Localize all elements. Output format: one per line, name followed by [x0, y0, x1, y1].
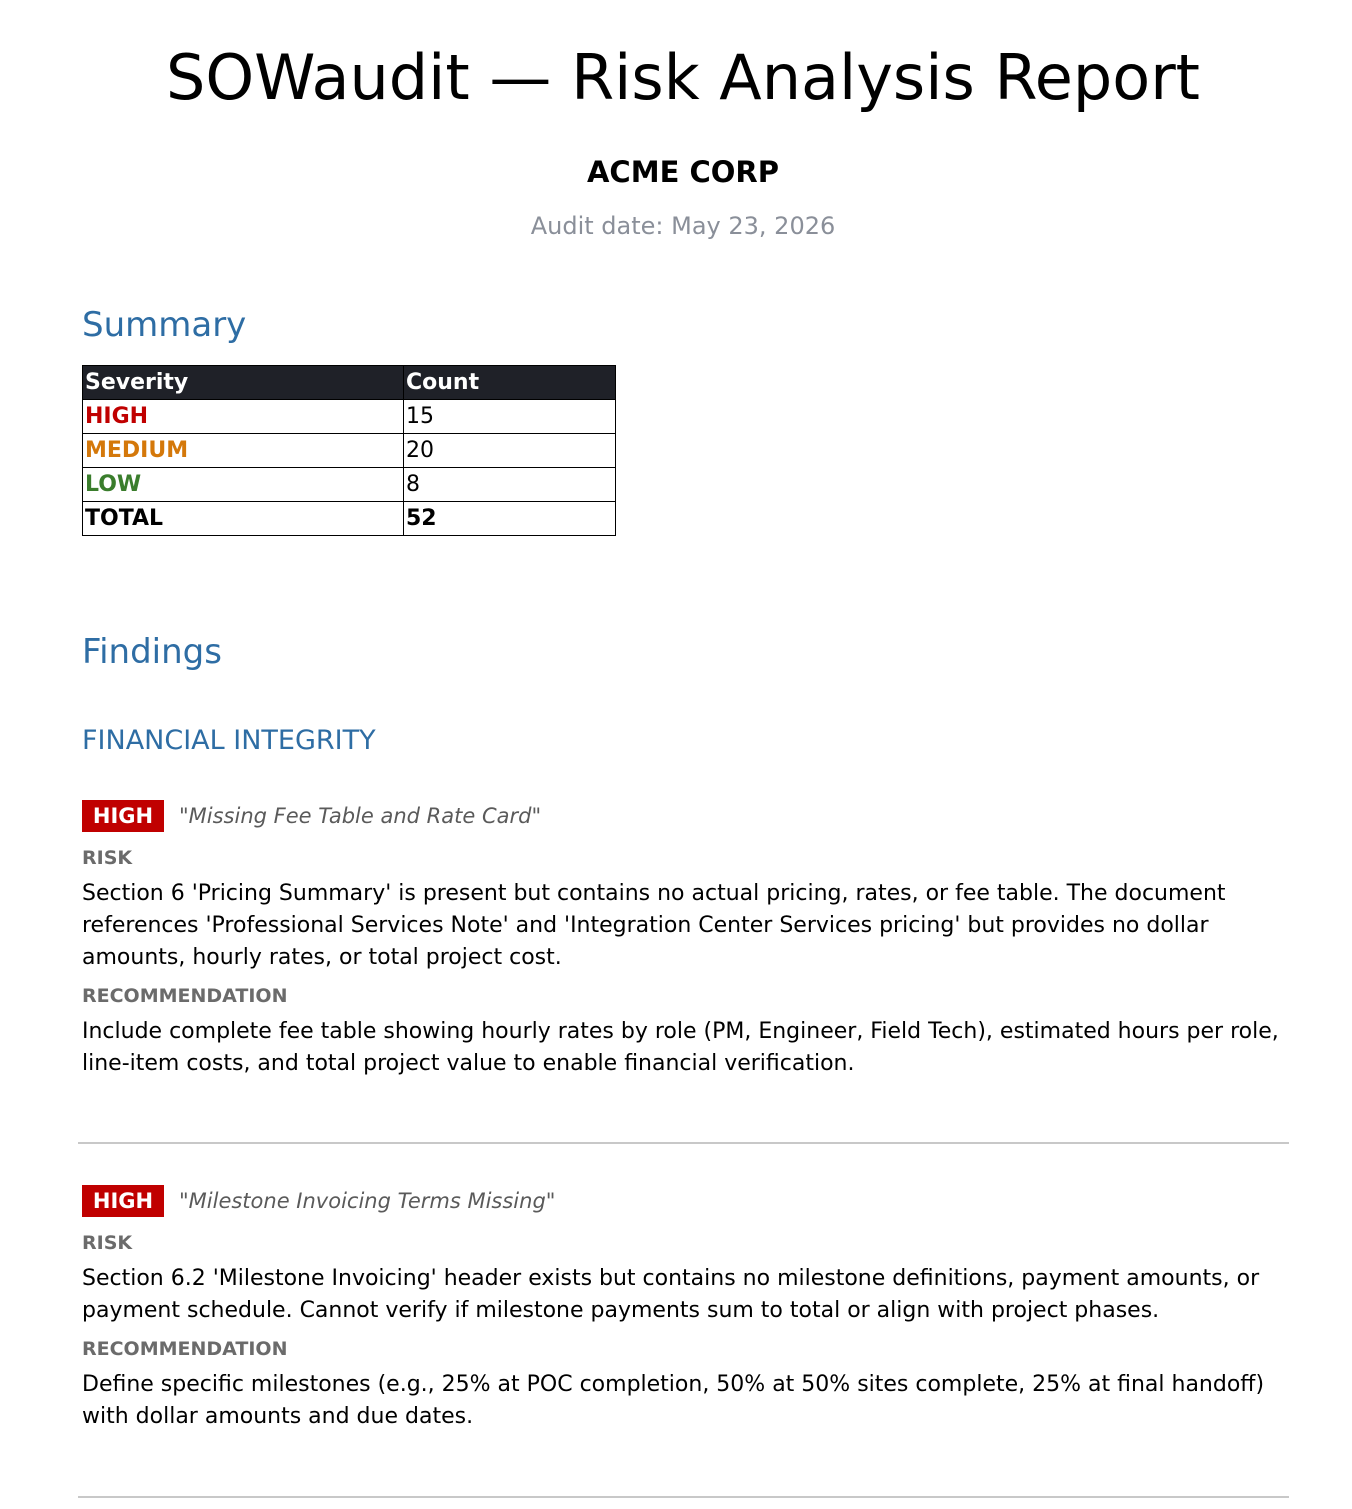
- summary-row-total: [83, 502, 616, 536]
- finding-item: [82, 1185, 1292, 1433]
- recommendation-text: Include complete fee table showing hourly rates by role (PM, Engineer, Field Tech), estimated hours per role, line-item costs, and total project value to enable financial verification.: [82, 1019, 1279, 1076]
- category-heading: FINANCIAL INTEGRITY: [82, 725, 376, 756]
- severity-medium-cell: MEDIUM: [83, 434, 404, 468]
- finding-title: "Missing Fee Table and Rate Card": [179, 804, 542, 828]
- severity-low-cell: LOW: [83, 468, 404, 502]
- summary-row-medium: [83, 434, 616, 468]
- audit-date: Audit date: May 23, 2026: [530, 212, 836, 240]
- severity-badge: HIGH: [82, 800, 164, 832]
- company-name: ACME CORP: [586, 155, 779, 189]
- risk-text: Section 6.2 'Milestone Invoicing' header exists but contains no milestone definitions, payment amounts, or payment schedule. Cannot verify if milestone payments sum to total or align with project phases.: [82, 1266, 1260, 1323]
- finding-header: [82, 800, 1292, 832]
- severity-badge: HIGH: [82, 1185, 164, 1217]
- summary-table: [82, 365, 616, 536]
- summary-heading: Summary: [82, 305, 247, 345]
- recommendation-text: Define specific milestones (e.g., 25% at POC completion, 50% at 50% sites complete, 25% at final handoff) with dollar amounts and due dates.: [82, 1372, 1265, 1429]
- risk-text: Section 6 'Pricing Summary' is present but contains no actual pricing, rates, or fee table. The document references 'Professional Services Note' and 'Integration Center Services pricing' but provides no dollar amounts, hourly rates, or total project cost.: [82, 881, 1226, 970]
- recommendation-label: RECOMMENDATION: [82, 1338, 288, 1360]
- severity-high-cell: HIGH: [83, 400, 404, 434]
- recommendation-label: RECOMMENDATION: [82, 985, 288, 1007]
- summary-row-low: [83, 468, 616, 502]
- count-total-cell: 52: [404, 502, 616, 536]
- severity-total-cell: TOTAL: [83, 502, 404, 536]
- count-column-header: Count: [404, 366, 616, 400]
- summary-row-high: [83, 400, 616, 434]
- finding-title: "Milestone Invoicing Terms Missing": [179, 1189, 556, 1213]
- finding-item: [82, 800, 1292, 1080]
- count-low-cell: 8: [404, 468, 616, 502]
- count-high-cell: 15: [404, 400, 616, 434]
- findings-heading: Findings: [82, 632, 222, 672]
- finding-header: [82, 1185, 1292, 1217]
- report-title: SOWaudit — Risk Analysis Report: [166, 41, 1200, 114]
- summary-header-row: [83, 366, 616, 400]
- risk-label: RISK: [82, 1232, 133, 1254]
- count-medium-cell: 20: [404, 434, 616, 468]
- severity-column-header: Severity: [83, 366, 404, 400]
- finding-divider: [78, 1496, 1289, 1498]
- finding-divider: [78, 1142, 1289, 1144]
- risk-label: RISK: [82, 847, 133, 869]
